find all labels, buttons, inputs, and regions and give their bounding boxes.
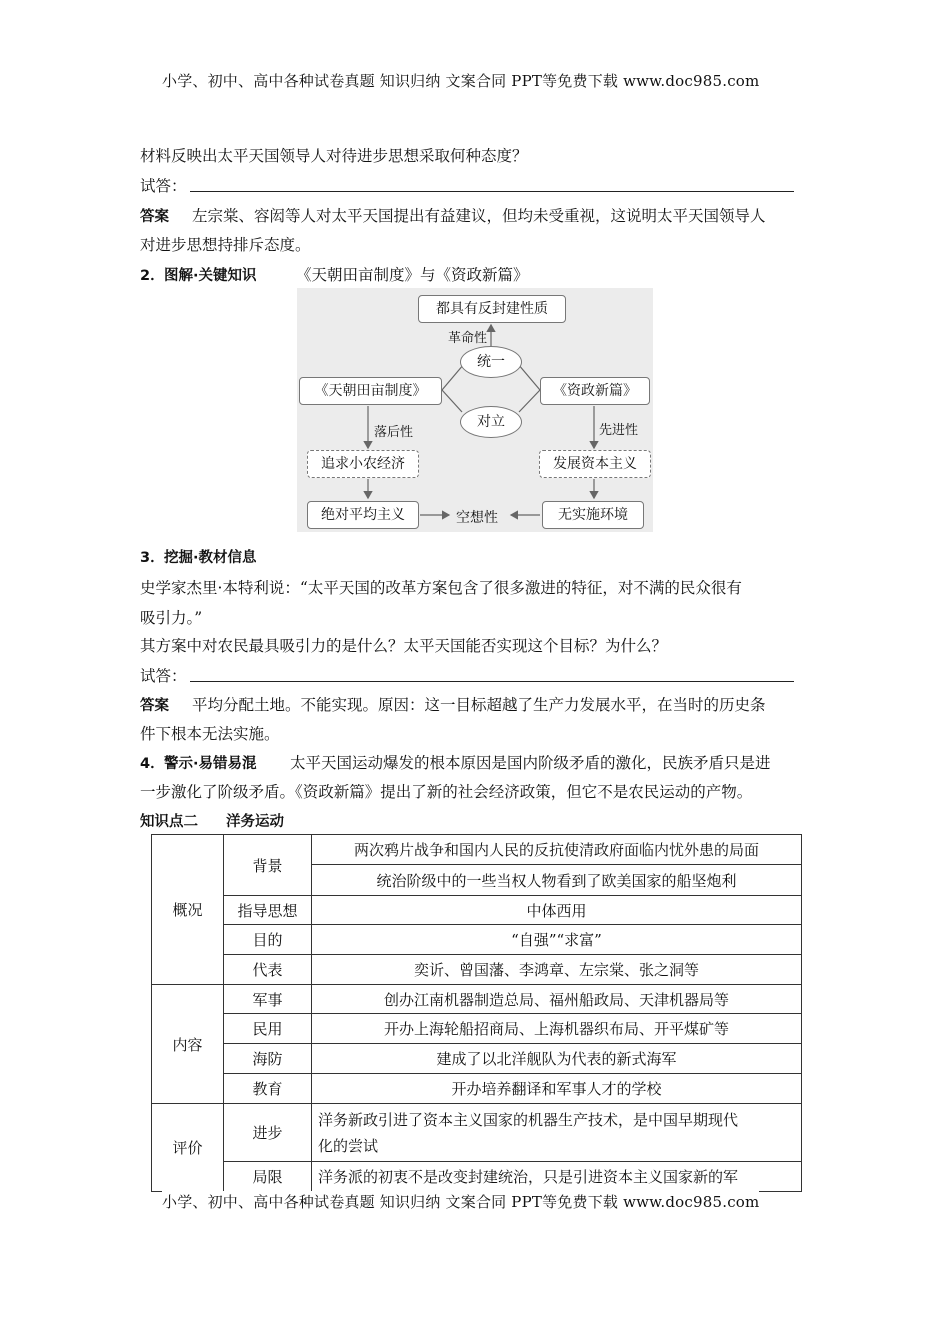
cell-background-1: 两次鸦片战争和国内人民的反抗使清政府面临内忧外患的局面 xyxy=(312,835,802,865)
row-label-limit: 局限 xyxy=(224,1162,312,1192)
kp2-title: 洋务运动 xyxy=(226,814,284,830)
cell-military: 创办江南机器制造总局、福州船政局、天津机器局等 xyxy=(312,985,802,1014)
sec3-answer-line2: 件下根本无法实施。 xyxy=(140,725,280,743)
sec2-title: 图解·关键知识 xyxy=(164,268,257,284)
label-revolutionary: 革命性 xyxy=(448,331,488,346)
page-footer: 小学、初中、高中各种试卷真题 知识归纳 文案合同 PPT等免费下载 www.doc985.com xyxy=(162,1193,760,1211)
row-label-background: 背景 xyxy=(224,835,312,896)
cell-reps: 奕䜣、曾国藩、李鸿章、左宗棠、张之洞等 xyxy=(312,955,802,985)
box-no-environment: 无实施环境 xyxy=(542,501,644,529)
sec4-title: 警示·易错易混 xyxy=(164,756,257,772)
label-backward: 落后性 xyxy=(374,425,414,440)
box-small-peasant-economy: 追求小农经济 xyxy=(307,450,419,478)
row-label-purpose: 目的 xyxy=(224,925,312,955)
group-overview: 概况 xyxy=(152,835,224,985)
table-row xyxy=(152,1104,802,1162)
q1-answer-blank xyxy=(190,191,794,192)
row-label-navy: 海防 xyxy=(224,1044,312,1074)
table-row xyxy=(152,896,802,925)
line-unity-to-right xyxy=(518,364,540,390)
q1-answer-label: 答案 xyxy=(140,209,169,225)
cell-purpose: “自强”“求富” xyxy=(312,925,802,955)
cell-ideology: 中体西用 xyxy=(312,896,802,925)
sec3-answer-blank xyxy=(190,681,794,682)
sec2-subtitle: 《天朝田亩制度》与《资政新篇》 xyxy=(296,266,529,284)
table-row xyxy=(152,1162,802,1192)
ellipse-opposition: 对立 xyxy=(460,406,522,438)
top-box-anti-feudal: 都具有反封建性质 xyxy=(418,295,566,323)
label-utopian: 空想性 xyxy=(456,510,498,526)
comparison-diagram xyxy=(297,288,653,532)
table-row xyxy=(152,925,802,955)
sec3-question: 其方案中对农民最具吸引力的是什么？太平天国能否实现这个目标？为什么？ xyxy=(140,637,668,655)
sec3-answer-line1: 平均分配土地。不能实现。原因：这一目标超越了生产力发展水平，在当时的历史条 xyxy=(192,696,766,714)
sec3-quote-line1: 史学家杰里·本特利说：“太平天国的改革方案包含了很多激进的特征，对不满的民众很有 xyxy=(140,579,742,597)
table-row xyxy=(152,1074,802,1104)
cell-education: 开办培养翻译和军事人才的学校 xyxy=(312,1074,802,1104)
sec3-answer-label: 答案 xyxy=(140,698,169,714)
row-label-reps: 代表 xyxy=(224,955,312,985)
row-label-education: 教育 xyxy=(224,1074,312,1104)
line-opposition-to-right xyxy=(519,390,540,412)
ellipse-unity: 统一 xyxy=(460,346,522,378)
cell-navy: 建成了以北洋舰队为代表的新式海军 xyxy=(312,1044,802,1074)
table-row xyxy=(152,835,802,865)
sec3-quote-line2: 吸引力。” xyxy=(140,609,203,627)
cell-background-2: 统治阶级中的一些当权人物看到了欧美国家的船坚炮利 xyxy=(312,865,802,896)
kp2-label: 知识点二 xyxy=(140,814,198,830)
sec3-number: 3． xyxy=(140,550,165,566)
sec4-line1: 太平天国运动爆发的根本原因是国内阶级矛盾的激化，民族矛盾只是进 xyxy=(290,754,771,772)
sec4-line2: 一步激化了阶级矛盾。《资政新篇》提出了新的社会经济政策，但它不是农民运动的产物。 xyxy=(140,783,753,801)
sec2-number: 2． xyxy=(140,268,165,284)
cell-progress xyxy=(312,1104,802,1162)
label-advanced: 先进性 xyxy=(599,423,639,438)
sec3-try-label: 试答： xyxy=(140,667,187,685)
table-row xyxy=(152,1014,802,1044)
box-develop-capitalism: 发展资本主义 xyxy=(539,450,651,478)
page-header: 小学、初中、高中各种试卷真题 知识归纳 文案合同 PPT等免费下载 www.doc985.com xyxy=(162,72,760,90)
group-evaluation: 评价 xyxy=(152,1104,224,1192)
box-tianchao-tianmu: 《天朝田亩制度》 xyxy=(299,377,442,405)
table-row xyxy=(152,1044,802,1074)
cell-progress-line2: 化的尝试 xyxy=(318,1136,379,1155)
sec3-title: 挖掘·教材信息 xyxy=(164,550,257,566)
table-row xyxy=(152,955,802,985)
line-left-to-opposition xyxy=(442,390,462,412)
q1-answer-line2: 对进步思想持排斥态度。 xyxy=(140,236,311,254)
table-row xyxy=(152,985,802,1014)
q1-try-label: 试答： xyxy=(140,177,187,195)
q1-answer-line1: 左宗棠、容闳等人对太平天国提出有益建议，但均未受重视，这说明太平天国领导人 xyxy=(192,207,766,225)
box-absolute-egalitarianism: 绝对平均主义 xyxy=(307,501,419,529)
box-zizheng-xinpian: 《资政新篇》 xyxy=(540,377,650,405)
cell-limit: 洋务派的初衷不是改变封建统治，只是引进资本主义国家新的军 xyxy=(312,1162,802,1192)
sec4-number: 4． xyxy=(140,756,165,772)
westernization-table xyxy=(151,834,802,1192)
line-left-to-unity xyxy=(442,364,464,390)
cell-progress-line1: 洋务新政引进了资本主义国家的机器生产技术，是中国早期现代 xyxy=(318,1110,739,1129)
row-label-military: 军事 xyxy=(224,985,312,1014)
row-label-civil: 民用 xyxy=(224,1014,312,1044)
row-label-progress: 进步 xyxy=(224,1104,312,1162)
cell-civil: 开办上海轮船招商局、上海机器织布局、开平煤矿等 xyxy=(312,1014,802,1044)
q1-question: 材料反映出太平天国领导人对待进步思想采取何种态度？ xyxy=(140,147,528,165)
group-content: 内容 xyxy=(152,985,224,1104)
row-label-ideology: 指导思想 xyxy=(224,896,312,925)
